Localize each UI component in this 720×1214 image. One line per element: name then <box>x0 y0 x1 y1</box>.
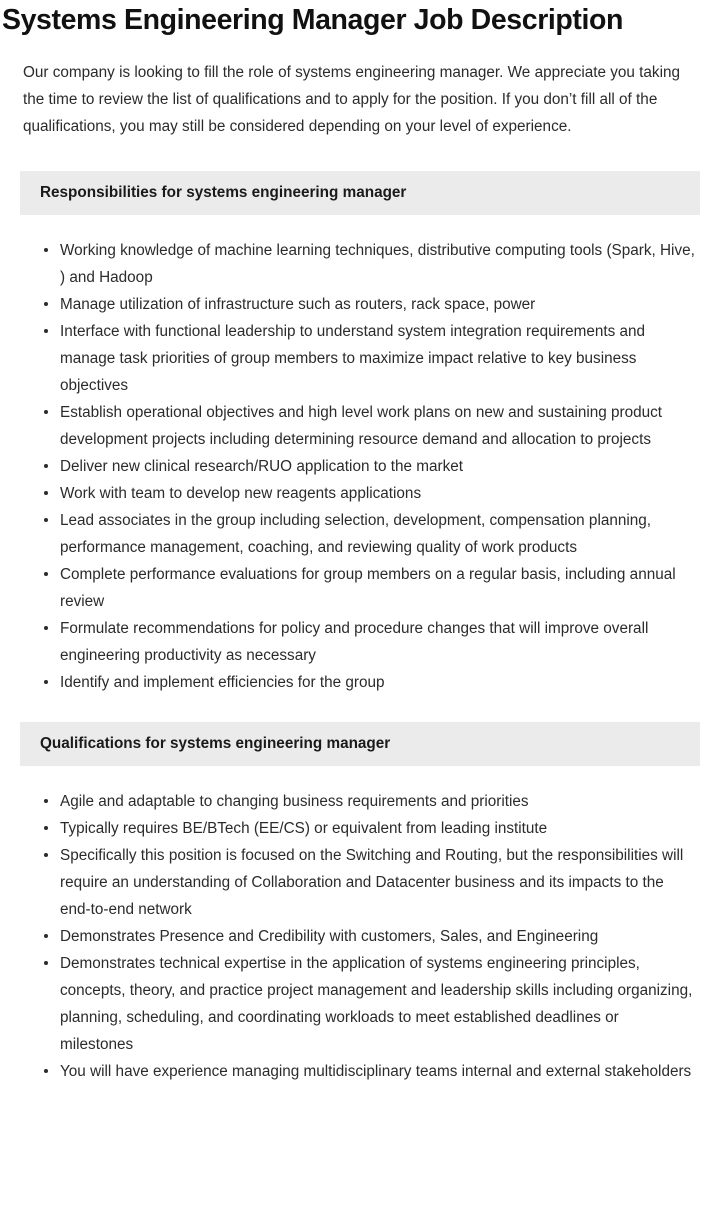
list-item: Formulate recommendations for policy and procedure changes that will improve overall engineering productivity as necessary <box>0 615 720 669</box>
list-item: Demonstrates Presence and Credibility with customers, Sales, and Engineering <box>0 923 720 950</box>
list-item: Complete performance evaluations for group members on a regular basis, including annual review <box>0 561 720 615</box>
list-item: Specifically this position is focused on the Switching and Routing, but the responsibilities will require an understanding of Collaboration and Datacenter business and its impacts to the end-to-end network <box>0 842 720 923</box>
responsibilities-list <box>0 215 720 696</box>
list-item: You will have experience managing multidisciplinary teams internal and external stakeholders <box>0 1058 720 1085</box>
list-item: Lead associates in the group including selection, development, compensation planning, performance management, coaching, and reviewing quality of work products <box>0 507 720 561</box>
list-item: Demonstrates technical expertise in the application of systems engineering principles, concepts, theory, and practice project management and leadership skills including organizing, planning, scheduling, and coordinating workloads to meet established deadlines or milestones <box>0 950 720 1058</box>
list-item: Manage utilization of infrastructure such as routers, rack space, power <box>0 291 720 318</box>
list-item: Deliver new clinical research/RUO application to the market <box>0 453 720 480</box>
page-title: Systems Engineering Manager Job Description <box>2 4 624 36</box>
list-item: Work with team to develop new reagents applications <box>0 480 720 507</box>
responsibilities-section <box>0 171 720 696</box>
responsibilities-heading: Responsibilities for systems engineering manager <box>20 171 700 215</box>
page-bottom-spacer <box>0 1085 720 1123</box>
qualifications-list <box>0 766 720 1085</box>
list-item: Establish operational objectives and high level work plans on new and sustaining product development projects including determining resource demand and allocation to projects <box>0 399 720 453</box>
list-item: Identify and implement efficiencies for the group <box>0 669 720 696</box>
qualifications-heading: Qualifications for systems engineering manager <box>20 722 700 766</box>
intro-paragraph: Our company is looking to fill the role of systems engineering manager. We appreciate you taking the time to review the list of qualifications and to apply for the position. If you don’t fill all of the qualifications, you may still be considered depending on your level of experience. <box>23 63 680 135</box>
list-item: Working knowledge of machine learning techniques, distributive computing tools (Spark, Hive, ) and Hadoop <box>0 237 720 291</box>
list-item: Interface with functional leadership to understand system integration requirements and manage task priorities of group members to maximize impact relative to key business objectives <box>0 318 720 399</box>
list-item: Typically requires BE/BTech (EE/CS) or equivalent from leading institute <box>0 815 720 842</box>
qualifications-section <box>0 722 720 1085</box>
list-item: Agile and adaptable to changing business requirements and priorities <box>0 788 720 815</box>
